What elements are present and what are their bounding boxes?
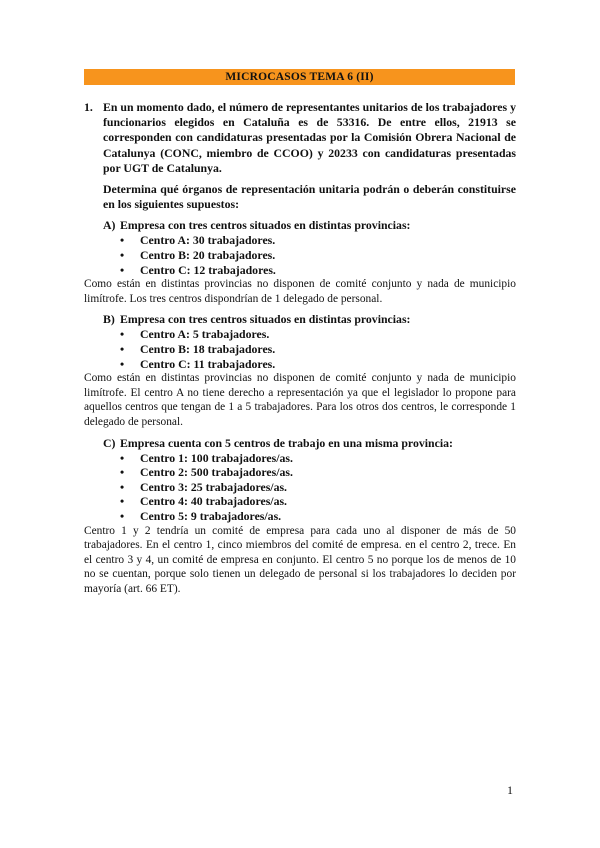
question-statement: En un momento dado, el número de representantes unitarios de los trabajadores y funcionarios elegidos en Cataluña es de 53316. De entre ellos, 21913 se corresponden con candidaturas presentadas por la Comisión Obrera Nacional de Catalunya (CONC, miembro de CCOO) y 20233 con candidaturas presentadas por UGT de Catalunya.: [103, 100, 516, 175]
list-item: [103, 233, 516, 248]
centros-list: [103, 233, 516, 277]
list-item-text: Centro 1: 100 trabajadores/as.: [140, 450, 293, 465]
section-heading: [103, 436, 516, 451]
list-item: [103, 263, 516, 278]
bullet-icon: •: [120, 508, 125, 523]
section-letter: C): [103, 435, 116, 450]
list-item-text: Centro 5: 9 trabajadores/as.: [140, 508, 282, 523]
indent-spacer: [84, 306, 103, 371]
list-item: [103, 342, 516, 357]
section-heading-text: Empresa cuenta con 5 centros de trabajo en una misma provincia:: [120, 435, 453, 450]
section-a: [103, 218, 516, 277]
section-letter: A): [103, 218, 116, 233]
list-item: [103, 509, 516, 524]
list-item-text: Centro A: 5 trabajadores.: [140, 327, 270, 342]
section-c: [103, 436, 516, 524]
bullet-icon: •: [120, 341, 125, 356]
bullet-icon: •: [120, 248, 125, 263]
bullet-icon: •: [120, 494, 125, 509]
section-answer: Centro 1 y 2 tendría un comité de empresa para cada uno al disponer de más de 50 trabajadores. En el centro 1, cinco miembros del comité de empresa. en el centro 2, trece. En el centro 3 y 4, un comité de empresa en conjunto. El centro 5 no porque los de menos de 10 no se cuentan, porque solo tienen un delegado de personal si los trabajadores lo deciden por mayoría (art. 66 ET).: [84, 524, 516, 595]
list-item: [103, 357, 516, 372]
page-content: [84, 100, 516, 596]
section-answer: Como están en distintas provincias no disponen de comité conjunto y nada de municipio limítrofe. Los tres centros dispondrían de 1 delegado de personal.: [84, 278, 516, 305]
list-item: [103, 327, 516, 342]
question-continuation: [84, 306, 516, 371]
list-item: [103, 248, 516, 263]
question-1: [84, 100, 516, 277]
bullet-icon: •: [120, 450, 125, 465]
bullet-icon: •: [120, 327, 125, 342]
section-heading-text: Empresa con tres centros situados en distintas provincias:: [120, 218, 411, 233]
list-item-text: Centro B: 18 trabajadores.: [140, 341, 276, 356]
bullet-icon: •: [120, 479, 125, 494]
list-item-text: Centro C: 11 trabajadores.: [140, 356, 276, 371]
list-item-text: Centro B: 20 trabajadores.: [140, 248, 276, 263]
list-item: [103, 465, 516, 480]
page-number: 1: [507, 783, 513, 797]
section-heading: [103, 312, 516, 327]
list-item-text: Centro 2: 500 trabajadores/as.: [140, 465, 293, 480]
question-body-continued: [103, 306, 516, 371]
centros-list: [103, 451, 516, 524]
list-item-text: Centro C: 12 trabajadores.: [140, 262, 276, 277]
question-body-continued: [103, 430, 516, 524]
bullet-icon: •: [120, 356, 125, 371]
list-item-text: Centro A: 30 trabajadores.: [140, 233, 276, 248]
bullet-icon: •: [120, 262, 125, 277]
section-heading: [103, 218, 516, 233]
question-instruction: Determina qué órganos de representación unitaria podrán o deberán constituirse en los siguientes supuestos:: [103, 182, 516, 212]
question-number: 1.: [84, 100, 93, 114]
list-item: [103, 480, 516, 495]
page-title: MICROCASOS TEMA 6 (II): [84, 69, 515, 85]
centros-list: [103, 327, 516, 371]
list-item: [103, 494, 516, 509]
section-b: [103, 312, 516, 371]
bullet-icon: •: [120, 233, 125, 248]
bullet-icon: •: [120, 465, 125, 480]
section-answer: Como están en distintas provincias no disponen de comité conjunto y nada de municipio limítrofe. El centro A no tiene derecho a representación ya que el legislador lo propone para aquellos centros que tengan de 1 a 5 trabajadores. Para los otros dos centros, le corresponde 1 delegado de personal.: [84, 372, 516, 428]
section-letter: B): [103, 312, 115, 327]
list-item-text: Centro 4: 40 trabajadores/as.: [140, 494, 288, 509]
list-item-text: Centro 3: 25 trabajadores/as.: [140, 479, 288, 494]
question-continuation: [84, 430, 516, 524]
list-item: [103, 451, 516, 466]
question-body: [103, 100, 516, 277]
indent-spacer: [84, 430, 103, 524]
section-heading-text: Empresa con tres centros situados en distintas provincias:: [120, 312, 411, 327]
